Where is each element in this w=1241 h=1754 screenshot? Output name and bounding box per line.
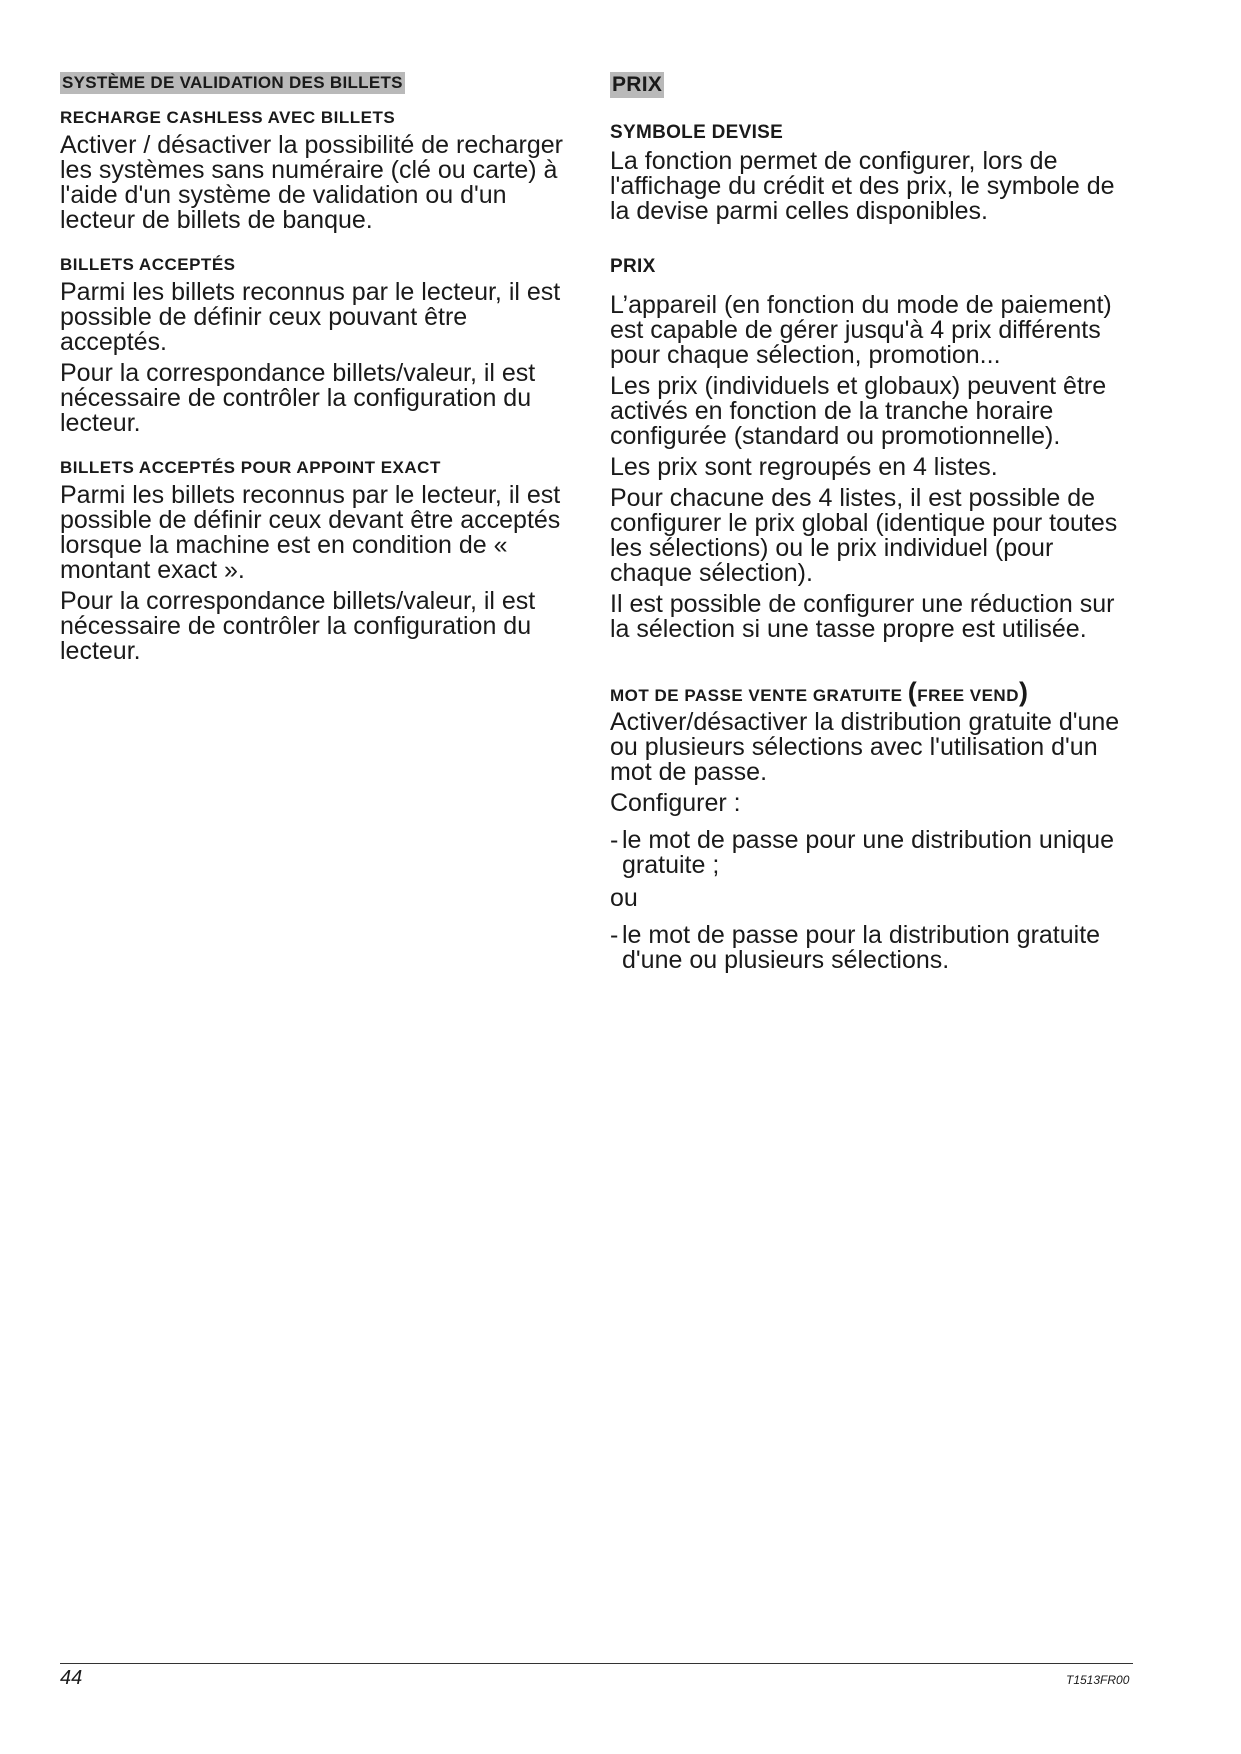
- section-header-banknote-validation: SYSTÈME DE VALIDATION DES BILLETS: [62, 73, 403, 92]
- list-item-text-1: le mot de passe pour une distribution unique gratuite ;: [622, 826, 1114, 879]
- footer-divider: [60, 1663, 1133, 1664]
- heading-free-vend-label: MOT DE PASSE VENTE GRATUITE: [610, 686, 903, 705]
- paren-open: (: [907, 677, 918, 707]
- paragraph-currency-symbol: La fonction permet de configurer, lors de l'affichage du crédit et des prix, le symbole de la devise parmi celles disponibles.: [610, 147, 1115, 225]
- list-dash: -: [610, 921, 619, 949]
- section-header-prices: PRIX: [612, 73, 663, 96]
- heading-cashless-recharge: RECHARGE CASHLESS AVEC BILLETS: [60, 108, 396, 127]
- paragraph-exact-change-1: Parmi les billets reconnus par le lecteur, il est possible de définir ceux devant être acceptés lorsque la machine est en condition de « montant exact ».: [60, 481, 561, 584]
- left-column: [60, 72, 580, 670]
- paren-close: ): [1018, 677, 1029, 707]
- paragraph-prices-2: Les prix (individuels et globaux) peuvent être activés en fonction de la tranche horaire configurée (standard ou promotionnelle).: [610, 372, 1107, 450]
- list-item-text-2: le mot de passe pour la distribution gratuite d'une ou plusieurs sélections.: [622, 921, 1101, 974]
- paragraph-prices-3: Les prix sont regroupés en 4 listes.: [610, 453, 998, 481]
- heading-prices: PRIX: [610, 256, 656, 277]
- paragraph-exact-change-2: Pour la correspondance billets/valeur, il est nécessaire de contrôler la configuration du lecteur.: [60, 587, 536, 665]
- heading-accepted-banknotes: BILLETS ACCEPTÉS: [60, 255, 236, 274]
- paragraph-cashless-recharge: Activer / désactiver la possibilité de recharger les systèmes sans numéraire (clé ou carte) à l'aide d'un système de validation ou d'un lecteur de billets de banque.: [60, 131, 564, 234]
- paragraph-free-vend-1: Activer/désactiver la distribution gratuite d'une ou plusieurs sélections avec l'utilisation d'un mot de passe.: [610, 708, 1120, 786]
- paragraph-prices-1: L’appareil (en fonction du mode de paiement) est capable de gérer jusqu'à 4 prix différents pour chaque sélection, promotion...: [610, 291, 1112, 369]
- heading-free-vend-password: [610, 678, 1130, 710]
- paragraph-prices-4: Pour chacune des 4 listes, il est possible de configurer le prix global (identique pour toutes les sélections) ou le prix individuel (pour chaque sélection).: [610, 484, 1118, 587]
- document-code: T1513FR00: [1066, 1673, 1130, 1687]
- paragraph-accepted-banknotes-2: Pour la correspondance billets/valeur, il est nécessaire de contrôler la configuration du lecteur.: [60, 359, 536, 437]
- paragraph-prices-5: Il est possible de configurer une réduction sur la sélection si une tasse propre est utilisée.: [610, 590, 1115, 643]
- page-number: 44: [60, 1667, 83, 1689]
- heading-free-vend-paren-text: FREE VEND: [917, 686, 1019, 705]
- heading-currency-symbol: SYMBOLE DEVISE: [610, 122, 784, 143]
- list-dash: -: [610, 826, 619, 854]
- heading-exact-change-banknotes: BILLETS ACCEPTÉS POUR APPOINT EXACT: [60, 458, 441, 477]
- paragraph-free-vend-2: Configurer :: [610, 789, 741, 817]
- list-item: [610, 923, 1130, 973]
- paragraph-accepted-banknotes-1: Parmi les billets reconnus par le lecteur, il est possible de définir ceux pouvant être acceptés.: [60, 278, 561, 356]
- list-item: [610, 828, 1130, 878]
- paragraph-or: ou: [610, 884, 638, 912]
- right-column: [610, 72, 1130, 981]
